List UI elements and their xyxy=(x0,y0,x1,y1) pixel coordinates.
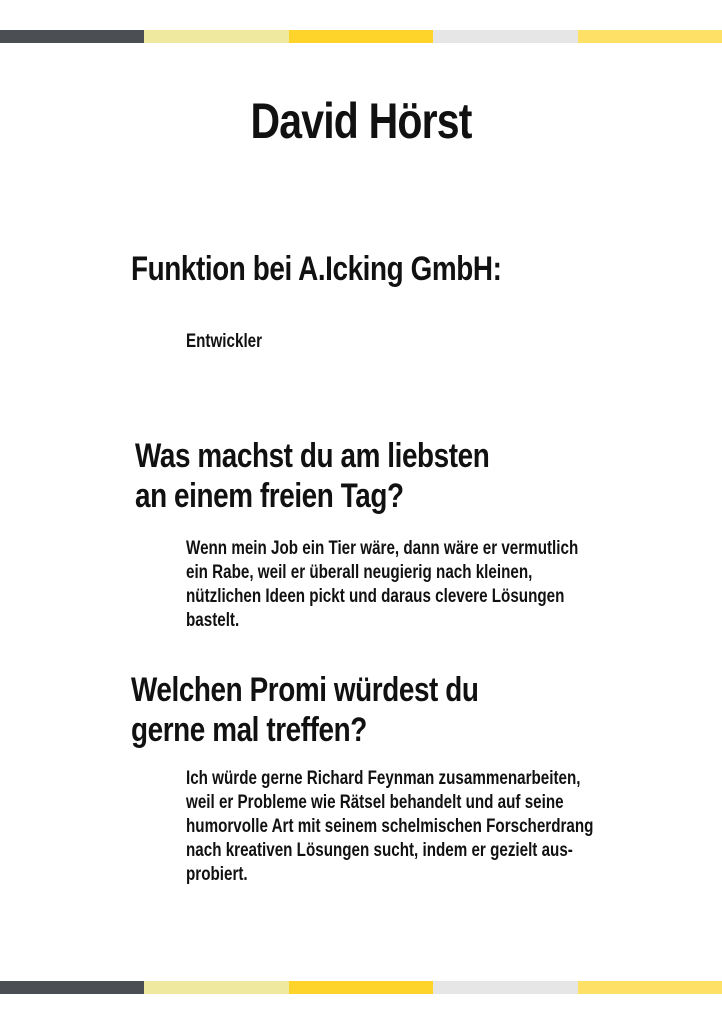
answer-1-line: nützlichen Ideen pickt und daraus clevere Lösungen xyxy=(186,586,565,607)
stripe-segment xyxy=(144,30,288,43)
answer-1-line: ein Rabe, weil er überall neugierig nach kleinen, xyxy=(186,562,533,583)
answer-1-line: bastelt. xyxy=(186,610,240,631)
stripe-segment xyxy=(578,981,722,994)
stripe-segment xyxy=(0,30,144,43)
top-color-stripe xyxy=(0,30,722,43)
stripe-segment xyxy=(0,981,144,994)
bottom-color-stripe xyxy=(0,981,722,994)
question-1-heading xyxy=(135,436,489,516)
question-2-line: gerne mal treffen? xyxy=(131,711,367,749)
question-2-heading xyxy=(131,670,479,750)
stripe-segment xyxy=(433,30,577,43)
answer-1-line: Wenn mein Job ein Tier wäre, dann wäre er vermutlich xyxy=(186,538,579,559)
role-value: Entwickler xyxy=(186,331,263,352)
stripe-segment xyxy=(289,30,433,43)
answer-2-line: nach kreativen Lösungen sucht, indem er gezielt aus- xyxy=(186,840,573,861)
person-name: David Hörst xyxy=(250,93,472,149)
stripe-segment xyxy=(289,981,433,994)
stripe-segment xyxy=(433,981,577,994)
role-heading: Funktion bei A.Icking GmbH: xyxy=(131,250,502,288)
question-1-line: an einem freien Tag? xyxy=(135,477,404,515)
answer-2-line: Ich würde gerne Richard Feynman zusammenarbeiten, xyxy=(186,768,581,789)
stripe-segment xyxy=(578,30,722,43)
answer-1 xyxy=(186,537,578,633)
stripe-segment xyxy=(144,981,288,994)
answer-2-line: weil er Probleme wie Rätsel behandelt und auf seine xyxy=(186,792,564,813)
answer-2-line: humorvolle Art mit seinem schelmischen Forscherdrang xyxy=(186,816,594,837)
question-2-line: Welchen Promi würdest du xyxy=(131,671,479,709)
answer-2 xyxy=(186,767,593,887)
question-1-line: Was machst du am liebsten xyxy=(135,437,490,475)
answer-2-line: probiert. xyxy=(186,864,248,885)
